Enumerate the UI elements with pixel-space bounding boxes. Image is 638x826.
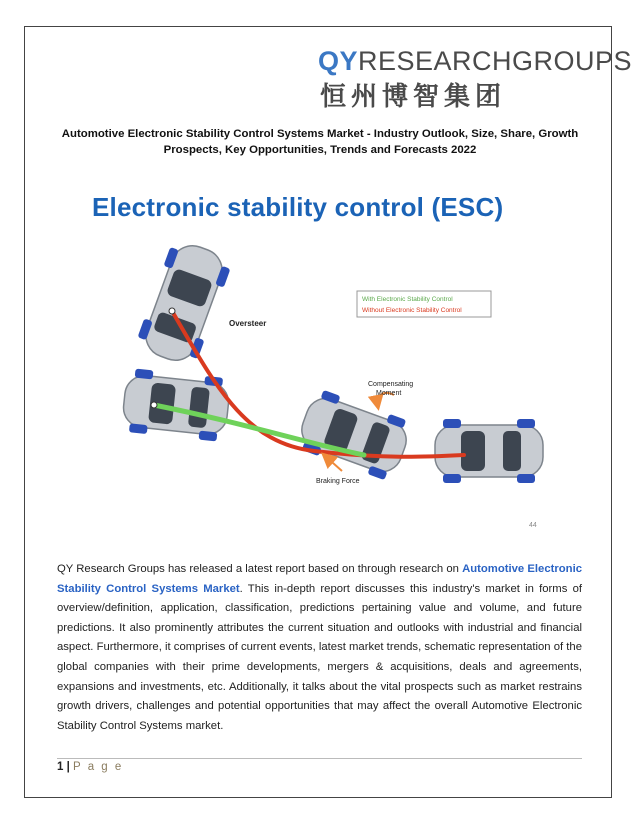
label-braking-force: Braking Force xyxy=(316,478,360,485)
label-moment: Moment xyxy=(376,390,402,397)
legend-with-esc: With Electronic Stability Control xyxy=(362,296,453,303)
paragraph-rest: . This in-depth report discusses this industry's market in forms of overview/definition, application, classification, predictions pertaining value and volume, and future predictions. It also prominently attributes the current situation and outlooks with industrial and financial aspect. Furthermore, it comprises of current events, latest market trends, schematic representation of the global companies with their prime developments, mergers & acquisitions, deals and agreements, expansions and investments, etc. Additionally, it talks about the vital prospects such as market restrains growth drivers, challenges and potential opportunities that may affect the overall Automotive Electronic Stability Control Systems market. xyxy=(57,582,582,732)
report-paragraph xyxy=(57,560,582,736)
footer-separator: | xyxy=(66,761,70,773)
page-label: P a g e xyxy=(73,761,124,773)
page-number: 1 xyxy=(57,761,64,773)
logo-english: QYRESEARCHGROUPS xyxy=(318,46,633,76)
footer-divider xyxy=(57,758,582,759)
car-oversteer xyxy=(134,238,234,369)
figure-title: Electronic stability control (ESC) xyxy=(92,192,504,222)
figure-legend xyxy=(357,291,491,317)
car-middle xyxy=(294,387,414,483)
label-compensating: Compensating xyxy=(368,381,414,388)
company-logo xyxy=(318,44,633,116)
document-title: Automotive Electronic Stability Control Systems Market - Industry Outlook, Size, Share, Growth Prospects, Key Opportunities, Trends and Forecasts 2022 xyxy=(61,128,579,156)
page-footer xyxy=(57,761,123,773)
paragraph-intro: QY Research Groups has released a latest report based on through research on xyxy=(57,563,463,575)
legend-without-esc: Without Electronic Stability Control xyxy=(362,307,462,314)
market-link[interactable]: Automotive Electronic Stability Control Systems Market xyxy=(57,563,582,595)
car-end xyxy=(435,419,543,483)
esc-diagram xyxy=(64,183,544,533)
label-oversteer: Oversteer xyxy=(229,319,267,328)
logo-chinese: 恒州博智集团 xyxy=(320,82,507,112)
slide-number: 44 xyxy=(529,522,537,529)
